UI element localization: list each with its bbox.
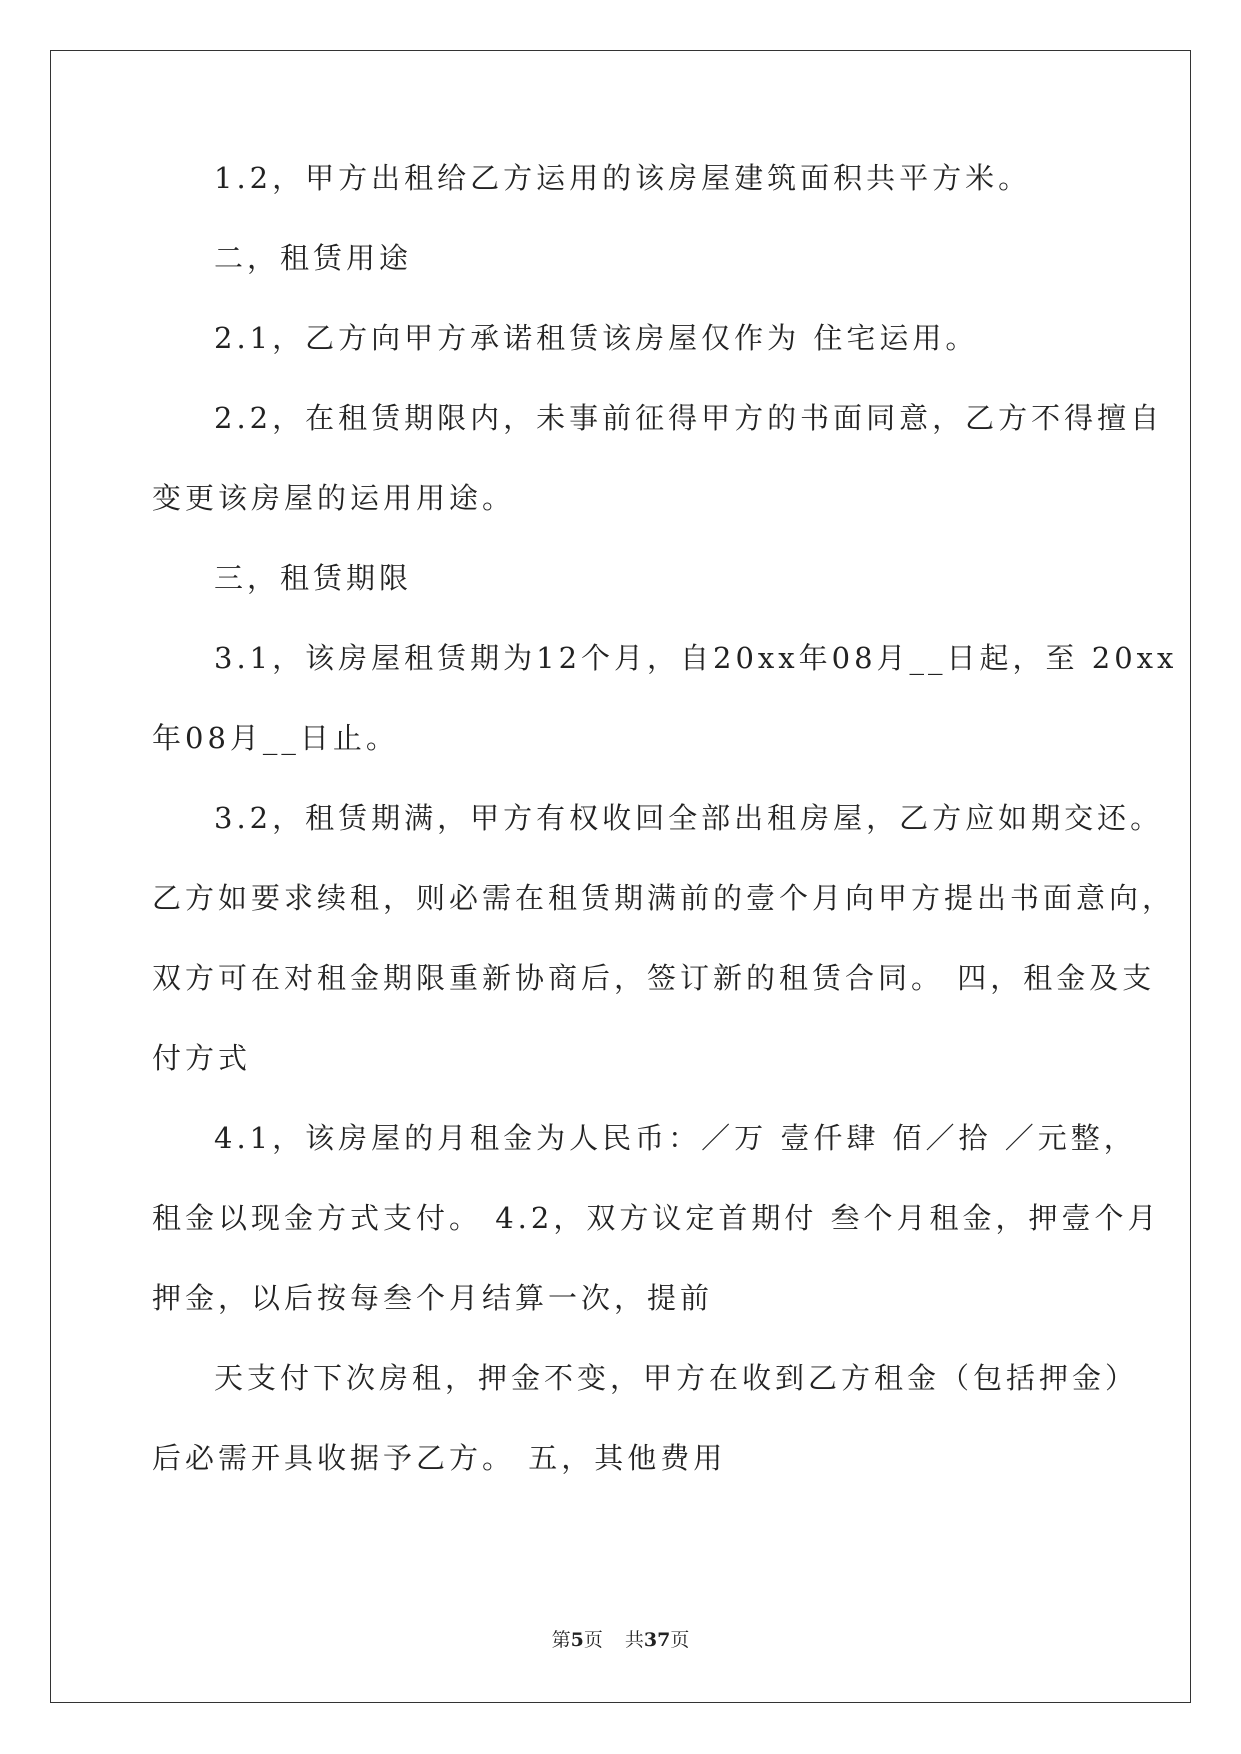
- paragraph-line: 押金，以后按每叁个月结算一次，提前: [152, 1281, 714, 1315]
- section-heading: 二，租赁用途: [214, 241, 413, 275]
- paragraph-line: 年08月__日止。: [152, 721, 399, 755]
- page-number-current: 5: [570, 1629, 584, 1651]
- paragraph-line: 双方可在对租金期限重新协商后，签订新的租赁合同。 四，租金及支: [152, 961, 1156, 995]
- paragraph-line: 2.1，乙方向甲方承诺租赁该房屋仅作为 住宅运用。: [214, 321, 979, 355]
- section-heading: 三，租赁期限: [214, 561, 413, 595]
- page-number-total: 37: [643, 1629, 671, 1651]
- page-number-prefix: 第: [551, 1629, 571, 1651]
- paragraph-line: 4.1，该房屋的月租金为人民币：／万 壹仟肆 佰／拾 ／元整，: [214, 1121, 1137, 1155]
- paragraph-line: 3.1，该房屋租赁期为12个月，自20xx年08月__日起，至 20xx: [214, 641, 1178, 675]
- page-total-suffix: 页: [670, 1629, 690, 1651]
- page-number-suffix: 页: [583, 1629, 603, 1651]
- paragraph-line: 付方式: [152, 1041, 252, 1075]
- paragraph-line: 变更该房屋的运用用途。: [152, 481, 516, 515]
- page-total-prefix: 共: [624, 1629, 644, 1651]
- paragraph-line: 乙方如要求续租，则必需在租赁期满前的壹个月向甲方提出书面意向，: [152, 881, 1176, 915]
- paragraph-line: 3.2，租赁期满，甲方有权收回全部出租房屋，乙方应如期交还。: [214, 801, 1164, 835]
- document-body: [152, 158, 1178, 1518]
- paragraph-line: 后必需开具收据予乙方。 五，其他费用: [152, 1441, 727, 1475]
- paragraph-line: 2.2，在租赁期限内，未事前征得甲方的书面同意，乙方不得擅自: [214, 401, 1164, 435]
- paragraph-line: 1.2，甲方出租给乙方运用的该房屋建筑面积共平方米。: [214, 161, 1032, 195]
- paragraph-line: 租金以现金方式支付。 4.2，双方议定首期付 叁个月租金，押壹个月: [152, 1201, 1161, 1235]
- paragraph-line: 天支付下次房租，押金不变，甲方在收到乙方租金（包括押金）: [214, 1361, 1139, 1395]
- page-footer: [0, 1625, 1241, 1652]
